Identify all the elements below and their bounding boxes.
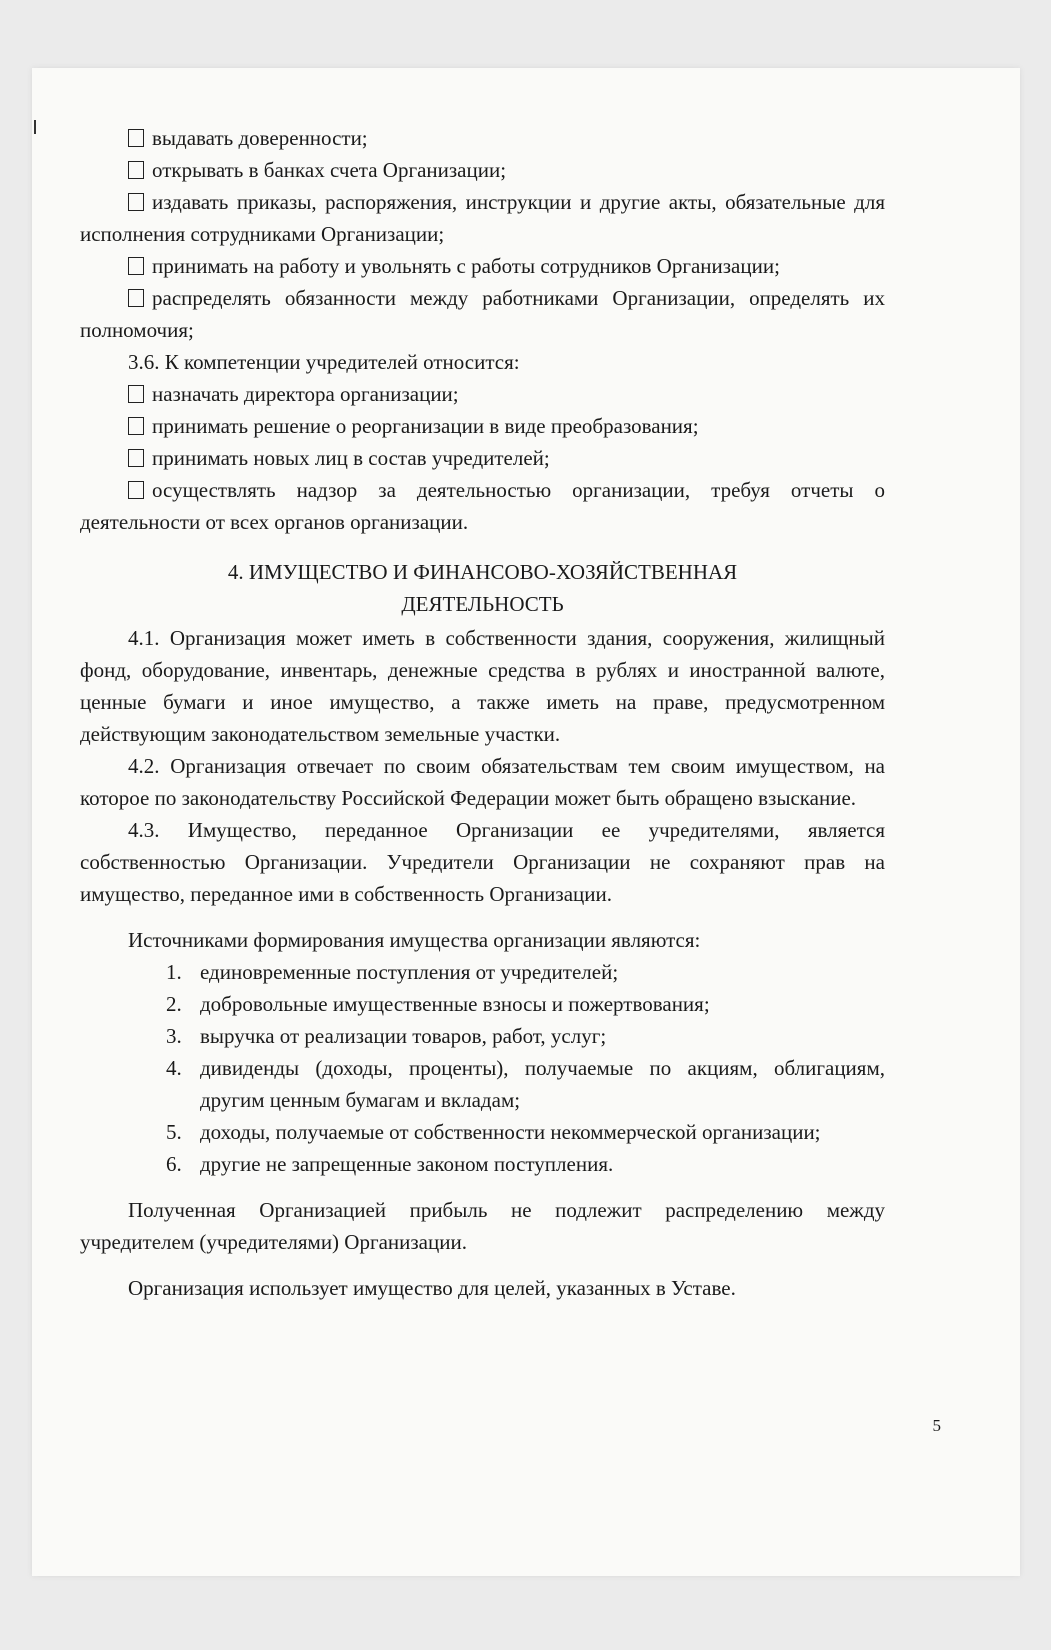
list-item: 2. добровольные имущественные взносы и пожертвования; <box>166 992 710 1016</box>
checkbox-bullet-icon <box>128 417 144 435</box>
paragraph-4-1: 4.1. Организация может иметь в собственности здания, сооружения, жилищный фонд, оборудование, инвентарь, денежные средства в рублях и иностранной валюте, ценные бумаги и иное имущество, а также иметь на праве, предусмотренном действующим законодательством земельные участки. <box>80 626 885 746</box>
heading-line: ДЕЯТЕЛЬНОСТЬ <box>401 592 564 616</box>
list-item: распределять обязанности между работниками Организации, определять их полномочия; <box>80 286 885 342</box>
list-item: принимать новых лиц в состав учредителей; <box>80 442 885 474</box>
list-item: 6. другие не запрещенные законом поступления. <box>166 1152 614 1176</box>
checkbox-bullet-icon <box>128 449 144 467</box>
list-item: 1. единовременные поступления от учредителей; <box>166 960 619 984</box>
profit-paragraph: Полученная Организацией прибыль не подлежит распределению между учредителем (учредителями) Организации. <box>80 1198 885 1254</box>
list-item: принимать решение о реорганизации в виде преобразования; <box>80 410 885 442</box>
list-item: осуществлять надзор за деятельностью организации, требуя отчеты о деятельности от всех органов организации. <box>80 478 885 534</box>
checkbox-bullet-icon <box>128 481 144 499</box>
heading-line: 4. ИМУЩЕСТВО И ФИНАНСОВО-ХОЗЯЙСТВЕННАЯ <box>227 560 738 584</box>
founders-competence-list <box>80 378 885 538</box>
checkbox-bullet-icon <box>128 257 144 275</box>
list-item: издавать приказы, распоряжения, инструкции и другие акты, обязательные для исполнения сотрудниками Организации; <box>80 190 885 246</box>
section-3-6-intro: 3.6. К компетенции учредителей относится: <box>128 350 520 374</box>
checkbox-bullet-icon <box>128 289 144 307</box>
list-item: принимать на работу и увольнять с работы сотрудников Организации; <box>80 250 885 282</box>
paragraph-4-3: 4.3. Имущество, переданное Организации ее учредителями, является собственностью Организации. Учредители Организации не сохраняют прав на имущество, переданное ими в собственность Организации. <box>80 818 885 906</box>
paragraph-4-2: 4.2. Организация отвечает по своим обязательствам тем своим имуществом, на которое по законодательству Российской Федерации может быть обращено взыскание. <box>80 754 885 810</box>
list-item: 3. выручка от реализации товаров, работ, услуг; <box>166 1024 607 1048</box>
sources-list <box>80 956 885 1180</box>
section-4-heading <box>80 556 885 620</box>
checkbox-bullet-icon <box>128 161 144 179</box>
page-number: 5 <box>932 1416 941 1435</box>
usage-paragraph: Организация использует имущество для целей, указанных в Уставе. <box>128 1276 736 1300</box>
list-item: открывать в банках счета Организации; <box>80 154 885 186</box>
checkbox-bullet-icon <box>128 193 144 211</box>
sources-intro: Источниками формирования имущества организации являются: <box>128 928 701 952</box>
powers-list <box>80 122 885 346</box>
checkbox-bullet-icon <box>128 129 144 147</box>
list-item: выдавать доверенности; <box>80 122 885 154</box>
scan-edge-mark <box>34 120 36 134</box>
list-item: назначать директора организации; <box>80 378 885 410</box>
list-item: 4. дивиденды (доходы, проценты), получаемые по акциям, облигациям, другим ценным бумагам и вкладам; <box>166 1056 885 1112</box>
list-item: 5. доходы, получаемые от собственности некоммерческой организации; <box>166 1120 821 1144</box>
checkbox-bullet-icon <box>128 385 144 403</box>
document-body <box>80 122 885 1304</box>
